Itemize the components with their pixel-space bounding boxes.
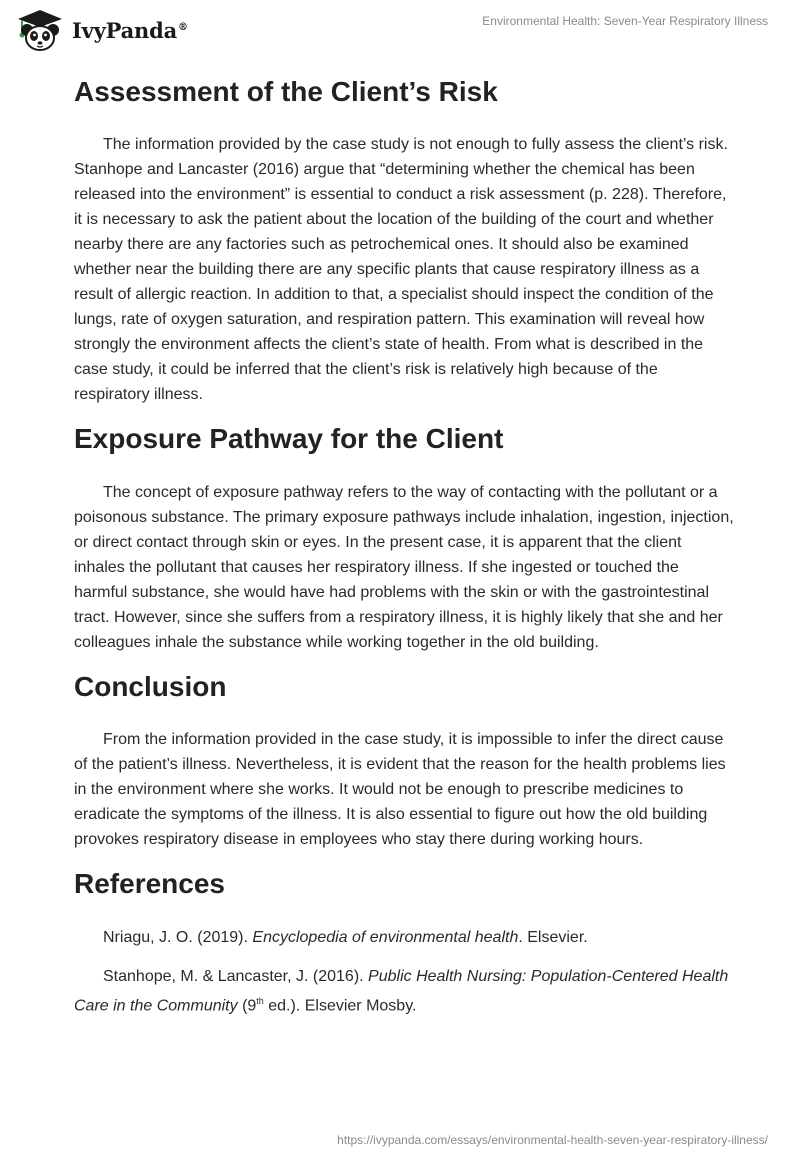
references-heading: References: [74, 868, 225, 900]
reference-entry: Nriagu, J. O. (2019). Encyclopedia of environmental health. Elsevier.: [103, 928, 588, 946]
section-heading: Assessment of the Client’s Risk: [74, 76, 498, 107]
essay-body: [74, 70, 734, 1018]
reference-title: Public Health Nursing: Population-Centered Health Care in the Community: [74, 967, 729, 1014]
reference-entry: Stanhope, M. & Lancaster, J. (2016). Public Health Nursing: Population-Centered Health Care in the Community (9th ed.). Elsevier Mosby.: [74, 967, 729, 1014]
section-paragraph: From the information provided in the case study, it is impossible to infer the direct cause of the patient’s illness. Nevertheless, it is evident that the reason for the health problems lies in the environment where she works. It would not be enough to prescribe medicines to eradicate the symptoms of the illness. It is also essential to figure out how the old building provokes respiratory disease in employees who stay there during working hours.: [74, 731, 726, 849]
page-header: [0, 0, 800, 64]
brand-name: IvyPanda®: [72, 17, 188, 43]
section-heading: Conclusion: [74, 670, 227, 702]
brand-logo[interactable]: [14, 8, 188, 52]
registered-mark: ®: [178, 21, 188, 33]
reference-title: Encyclopedia of environmental health: [252, 928, 519, 946]
section-heading: Exposure Pathway for the Client: [74, 423, 504, 455]
section-paragraph: The information provided by the case study is not enough to fully assess the client’s risk. Stanhope and Lancaster (2016) argue that “determining whether the chemical has been released into the environment” is essential to conduct a risk assessment (p. 228). Therefore, it is necessary to ask the patient about the location of the building of the court and whether nearby there are any factories such as petrochemical ones. It should also be examined whether near the building there are any specific plants that cause respiratory illness as a result of allergic reaction. In addition to that, a specialist should inspect the condition of the lungs, rate of oxygen saturation, and respiration pattern. This examination will reveal how strongly the environment affects the client’s state of health. From what is described in the case study, it could be inferred that the client’s risk is relatively high because of the respiratory illness.: [74, 136, 728, 404]
section-paragraph: The concept of exposure pathway refers to the way of contacting with the pollutant or a poisonous substance. The primary exposure pathways include inhalation, ingestion, injection, or direct contact through skin or eyes. In the present case, it is apparent that the client inhales the pollutant that causes her respiratory illness. If she ingested or touched the harmful substance, she would have had problems with the skin or with the gastrointestinal tract. However, since she suffers from a respiratory illness, it is highly likely that she and her colleagues inhale the substance while working together in the old building.: [74, 483, 734, 651]
source-url-link[interactable]: https://ivypanda.com/essays/environmental-health-seven-year-respiratory-illness/: [337, 1133, 768, 1147]
panda-graduate-icon: [14, 8, 66, 52]
document-title: Environmental Health: Seven-Year Respiratory Illness: [482, 14, 768, 28]
